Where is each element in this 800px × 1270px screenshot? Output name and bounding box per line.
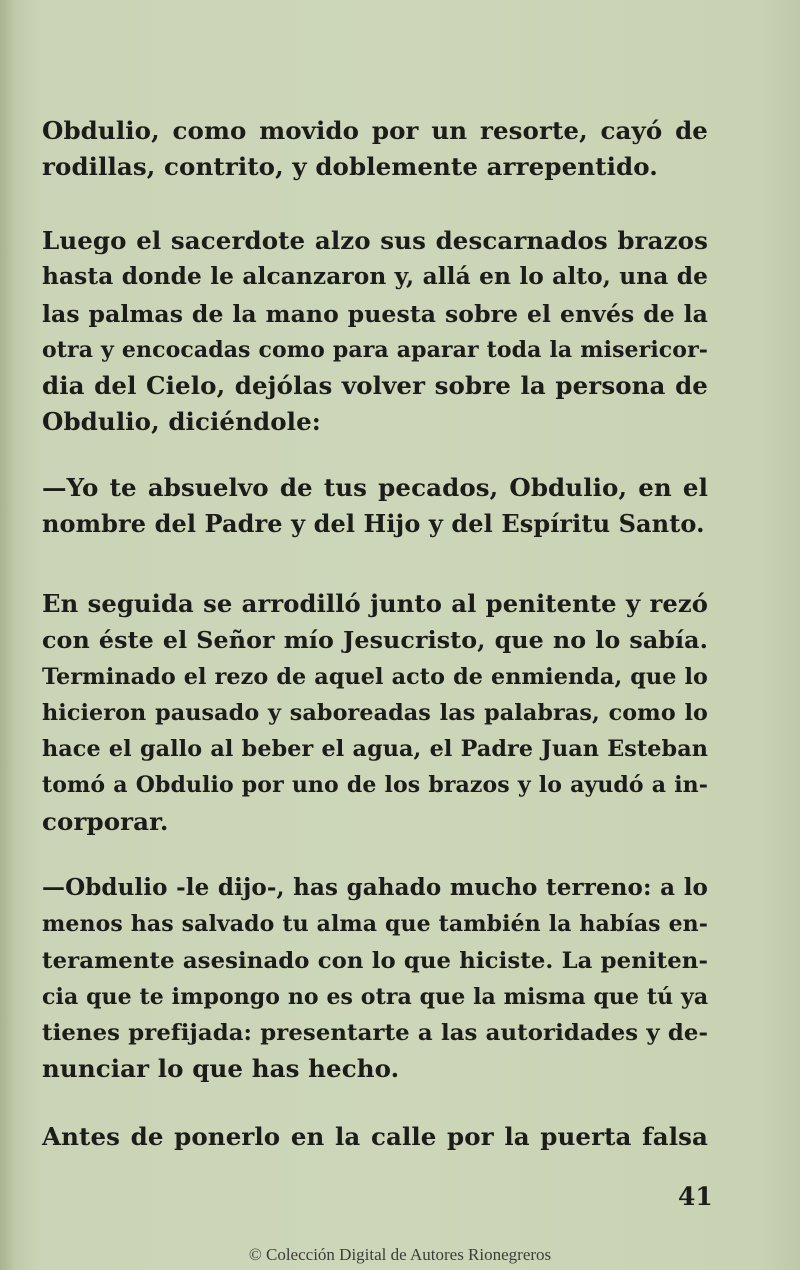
copyright-footer: © Colección Digital de Autores Rionegreros [248, 1245, 552, 1264]
text-line: hace el gallo al beber el agua, el Padre Juan Esteban [42, 736, 708, 763]
text-line: En seguida se arrodilló junto al penitente y rezó [42, 589, 708, 618]
paragraph-3 [42, 470, 708, 543]
text-line: Terminado el rezo de aquel acto de enmienda, que lo [42, 663, 708, 690]
text-line: hicieron pausado y saboreadas las palabras, como lo [42, 699, 708, 726]
text-line: rodillas, contrito, y doblemente arrepentido. [42, 152, 658, 182]
text-line: —Obdulio -le dijo-, has gahado mucho terreno: a lo [42, 874, 708, 901]
text-line: nombre del Padre y del Hijo y del Espíritu Santo. [42, 509, 705, 539]
spine-shadow [0, 0, 14, 1270]
text-line: Obdulio, como movido por un resorte, cayó de [42, 116, 708, 145]
text-line: otra y encocadas como para aparar toda la misericor- [42, 336, 708, 363]
text-line: Antes de ponerlo en la calle por la puerta falsa [42, 1122, 708, 1151]
text-line: dia del Cielo, dejólas volver sobre la persona de [42, 371, 708, 401]
text-line: Obdulio, diciéndole: [42, 407, 321, 437]
text-line: tienes prefijada: presentarte a las autoridades y de- [42, 1020, 708, 1047]
text-line: las palmas de la mano puesta sobre el envés de la [42, 299, 708, 328]
page-number: 41 [678, 1182, 713, 1211]
paragraph-4 [42, 586, 708, 840]
text-line: teramente asesinado con lo que hiciste. La peniten- [42, 947, 708, 974]
text-line: nunciar lo que has hecho. [42, 1054, 400, 1084]
text-line: cia que te impongo no es otra que la misma que tú ya [42, 983, 709, 1010]
paragraph-5 [42, 870, 708, 1088]
text-line: —Yo te absuelvo de tus pecados, Obdulio, en el [42, 473, 708, 502]
text-line: con éste el Señor mío Jesucristo, que no lo sabía. [42, 626, 708, 655]
paragraph-6 [42, 1119, 708, 1155]
text-line: Luego el sacerdote alzo sus descarnados brazos [42, 226, 708, 255]
paragraph-2 [42, 223, 708, 441]
text-line: corporar. [42, 806, 169, 836]
text-line: hasta donde le alcanzaron y, allá en lo alto, una de [42, 263, 708, 291]
text-line: menos has salvado tu alma que también la habías en- [42, 911, 708, 938]
text-line: tomó a Obdulio por uno de los brazos y lo ayudó a in- [42, 772, 708, 799]
paragraph-1 [42, 113, 708, 186]
